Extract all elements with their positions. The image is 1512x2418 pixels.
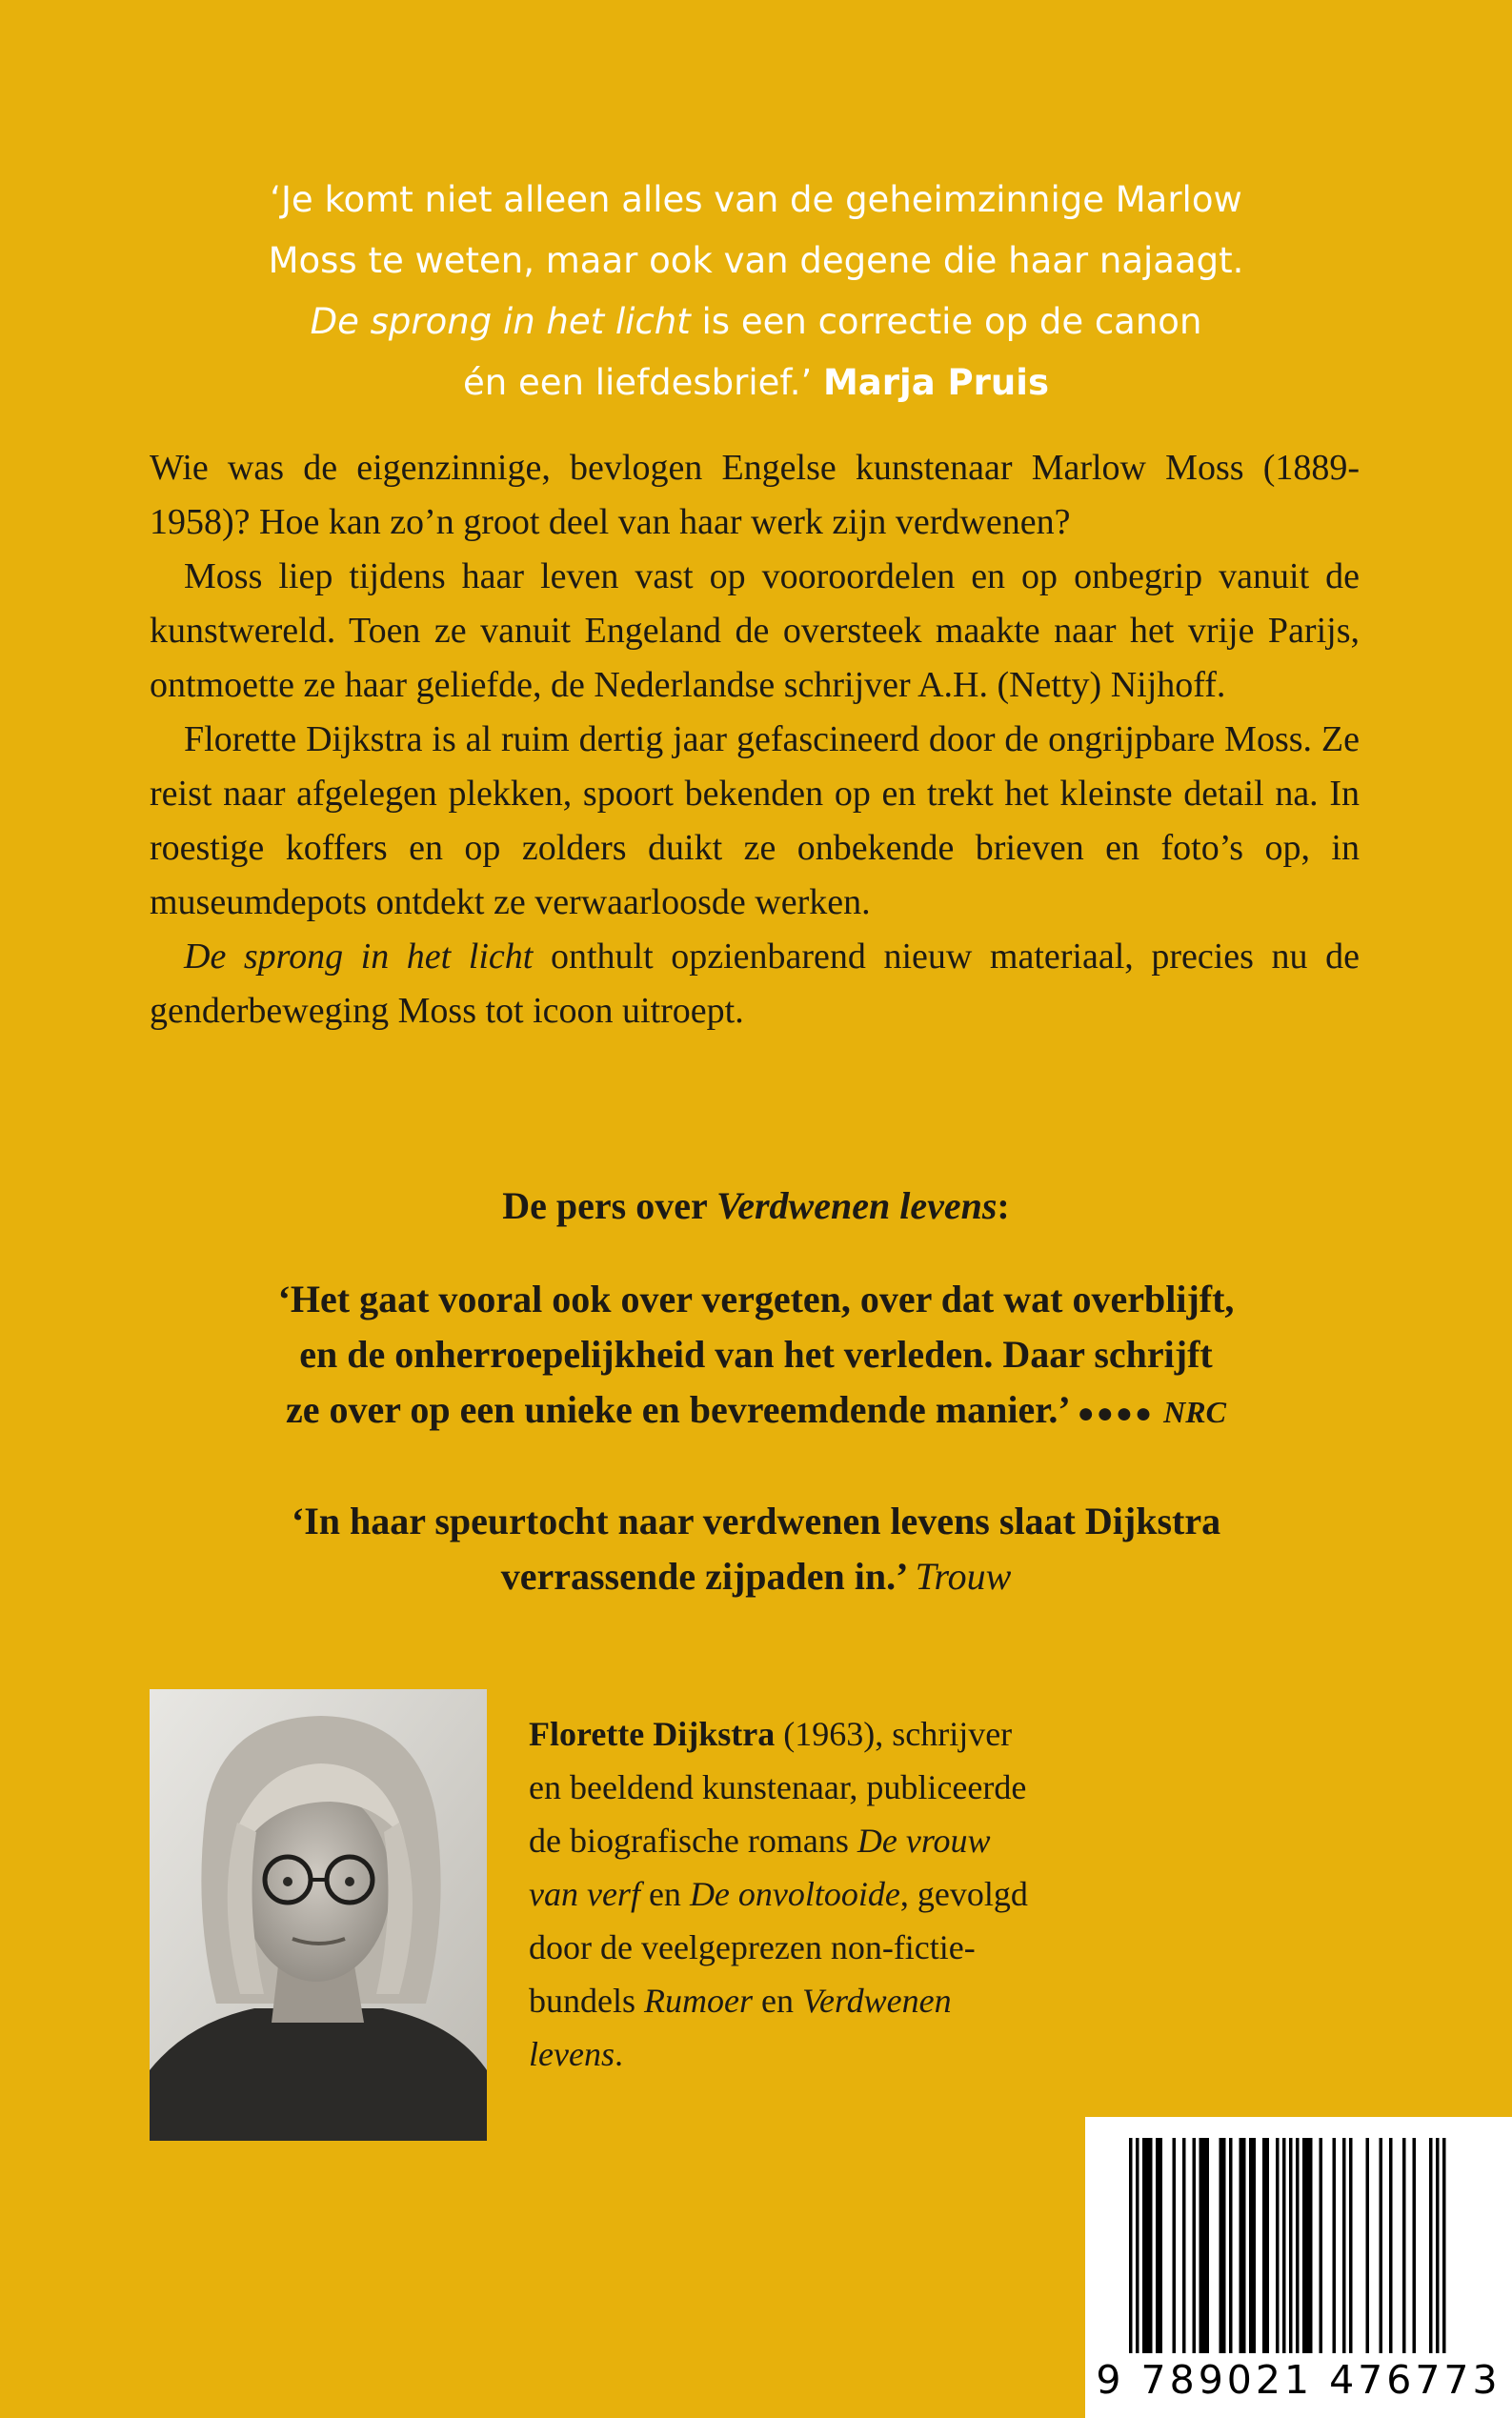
rating-dots: ●●●● bbox=[1077, 1398, 1155, 1429]
barcode-bar bbox=[1240, 2138, 1243, 2353]
barcode-bar bbox=[1309, 2138, 1313, 2353]
bio-text: de biografische romans bbox=[529, 1822, 857, 1860]
barcode-bar bbox=[1289, 2138, 1293, 2353]
barcode-bar bbox=[1173, 2138, 1177, 2353]
press-quote-line: en de onherroepelijkheid van het verleden. Daar schrijft bbox=[299, 1333, 1213, 1376]
press-quote bbox=[0, 1494, 1512, 1604]
blurb-paragraph: Wie was de eigenzinnige, bevlogen Engelse kunstenaar Marlow Moss (1889-1958)? Hoe kan zo’n groot deel van haar werk zijn verdwenen? bbox=[150, 448, 1360, 542]
bio-text: en beeldend kunstenaar, publiceerde bbox=[529, 1768, 1027, 1806]
bio-text: , gevolgd bbox=[899, 1875, 1028, 1913]
bio-book-title: De onvoltooide bbox=[689, 1875, 900, 1913]
quote-attribution: Marja Pruis bbox=[822, 362, 1049, 403]
press-quote-line: ‘Het gaat vooral ook over vergeten, over dat wat overblijft, bbox=[277, 1278, 1235, 1320]
press-quote-line: ze over op een unieke en bevreemdende manier.’ bbox=[286, 1388, 1078, 1431]
quote-line: Moss te weten, maar ook van degene die haar najaagt. bbox=[268, 240, 1244, 281]
barcode-bar bbox=[1429, 2138, 1433, 2353]
barcode-bar bbox=[1193, 2138, 1197, 2353]
press-source: Trouw bbox=[915, 1555, 1012, 1598]
barcode-bar bbox=[1159, 2138, 1163, 2353]
barcode-bar bbox=[1249, 2138, 1253, 2353]
barcode-bar bbox=[1276, 2138, 1280, 2353]
barcode-bar bbox=[1156, 2138, 1159, 2353]
barcode-bar bbox=[1413, 2138, 1417, 2353]
quote-book-title: De sprong in het licht bbox=[310, 301, 691, 342]
bio-book-title: Rumoer bbox=[644, 1982, 753, 2020]
barcode-bar bbox=[1402, 2138, 1406, 2353]
barcode-bar bbox=[1149, 2138, 1153, 2353]
barcode-bar bbox=[1253, 2138, 1257, 2353]
barcode-bar bbox=[1266, 2138, 1270, 2353]
press-source: NRC bbox=[1163, 1395, 1226, 1429]
barcode-bar bbox=[1129, 2138, 1133, 2353]
barcode-bar bbox=[1366, 2138, 1370, 2353]
quote-line: én een liefdesbrief.’ bbox=[463, 362, 823, 403]
bio-text: en bbox=[752, 1982, 802, 2020]
barcode-bar bbox=[1306, 2138, 1310, 2353]
barcode-bar bbox=[1142, 2138, 1146, 2353]
barcode-bars bbox=[1085, 2117, 1512, 2357]
bio-book-title: levens bbox=[529, 2035, 615, 2073]
bio-text: bundels bbox=[529, 1982, 644, 2020]
blurb-book-title: De sprong in het licht bbox=[184, 937, 534, 977]
endorsement-quote bbox=[133, 170, 1379, 413]
bio-text: (1963), schrijver bbox=[775, 1715, 1013, 1753]
isbn-barcode bbox=[1085, 2117, 1512, 2418]
press-heading-title: Verdwenen levens bbox=[716, 1184, 998, 1227]
barcode-bar bbox=[1242, 2138, 1246, 2353]
blurb-text: onthult opzienbarend nieuw materiaal, precies nu de genderbeweging Moss tot icoon uitroept. bbox=[150, 937, 1361, 1031]
barcode-bar bbox=[1202, 2138, 1206, 2353]
barcode-bar bbox=[1380, 2138, 1383, 2353]
press-heading bbox=[0, 1178, 1512, 1235]
isbn-digits: 9 789021 476773 bbox=[1096, 2357, 1502, 2403]
barcode-bar bbox=[1200, 2138, 1203, 2353]
press-quote-line: verrassende zijpaden in.’ bbox=[500, 1555, 916, 1598]
blurb-paragraph: Moss liep tijdens haar leven vast op vooroordelen en op onbegrip vanuit de kunstwereld. Toen ze vanuit Engeland de oversteek maakte naar het vrije Parijs, ontmoette ze haar geliefde, de Nederlandse schrijver A.H. (Netty) Nijhoff. bbox=[150, 556, 1360, 705]
bio-text: door de veelgeprezen non-fictie- bbox=[529, 1928, 976, 1966]
barcode-bar bbox=[1436, 2138, 1440, 2353]
barcode-bar bbox=[1262, 2138, 1266, 2353]
bio-text: en bbox=[639, 1875, 690, 1913]
quote-line: ‘Je komt niet alleen alles van de geheimzinnige Marlow bbox=[270, 179, 1242, 220]
barcode-bar bbox=[1146, 2138, 1150, 2353]
barcode-bar bbox=[1320, 2138, 1323, 2353]
blurb-paragraph: Florette Dijkstra is al ruim dertig jaar gefascineerd door de ongrijpbare Moss. Ze reist naar afgelegen plekken, spoort bekenden op en trekt het kleinste detail na. In roestige koffers en op zolders duikt ze onbekende brieven en foto’s op, in museumdepots ontdekt ze verwaarloosde werken. bbox=[150, 719, 1360, 922]
bio-text: . bbox=[614, 2035, 623, 2073]
barcode-bar bbox=[1342, 2138, 1346, 2353]
barcode-bar bbox=[1136, 2138, 1139, 2353]
barcode-bar bbox=[1349, 2138, 1353, 2353]
barcode-bar bbox=[1296, 2138, 1300, 2353]
barcode-bar bbox=[1442, 2138, 1446, 2353]
bio-book-title: van verf bbox=[529, 1875, 640, 1913]
barcode-bar bbox=[1389, 2138, 1393, 2353]
author-photo bbox=[150, 1689, 487, 2141]
press-heading-suffix: : bbox=[997, 1184, 1010, 1227]
barcode-bar bbox=[1229, 2138, 1233, 2353]
barcode-bar bbox=[1333, 2138, 1337, 2353]
press-quote-line: ‘In haar speurtocht naar verdwenen levens slaat Dijkstra bbox=[291, 1500, 1221, 1542]
bio-book-title: Verdwenen bbox=[801, 1982, 952, 2020]
author-bio bbox=[529, 1707, 1100, 2081]
barcode-bar bbox=[1302, 2138, 1306, 2353]
blurb-paragraph bbox=[150, 930, 1360, 1038]
press-heading-prefix: De pers over bbox=[502, 1184, 716, 1227]
book-blurb bbox=[150, 441, 1360, 1038]
barcode-bar bbox=[1206, 2138, 1210, 2353]
press-quote bbox=[0, 1272, 1512, 1441]
barcode-bar bbox=[1182, 2138, 1186, 2353]
barcode-bar bbox=[1222, 2138, 1226, 2353]
barcode-bar bbox=[1220, 2138, 1223, 2353]
bio-book-title: De vrouw bbox=[857, 1822, 991, 1860]
author-name: Florette Dijkstra bbox=[529, 1715, 776, 1753]
quote-line: is een correctie op de canon bbox=[690, 301, 1202, 342]
barcode-bar bbox=[1282, 2138, 1286, 2353]
